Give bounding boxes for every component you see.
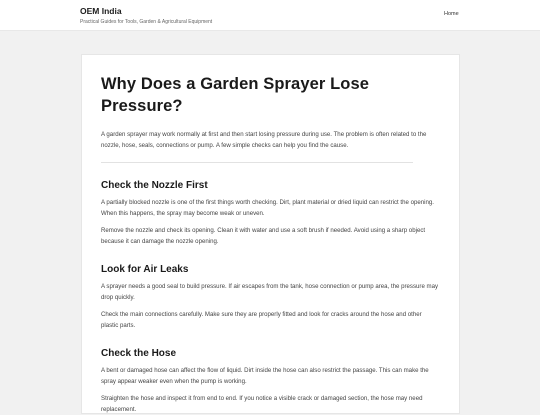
site-title-link[interactable]: OEM India [80,6,122,16]
section-paragraph: Remove the nozzle and check its opening. Clean it with water and use a soft brush if needed. Avoid using a sharp object because it can damage the nozzle opening. [101,227,426,245]
section-paragraph: A sprayer needs a good seal to build pressure. If air escapes from the tank, hose connection or pump area, the pressure may drop quickly. [101,283,439,301]
article-card [81,54,460,414]
section-paragraph: Straighten the hose and inspect it from end to end. If you notice a visible crack or damaged section, the hose may need replacement. [101,395,423,413]
section-heading-hose: Check the Hose [101,348,177,359]
section-paragraph: A partially blocked nozzle is one of the first things worth checking. Dirt, plant material or dried liquid can restrict the opening. When this happens, the spray may become weak or uneven. [101,199,434,217]
section-heading-air-leaks: Look for Air Leaks [101,264,189,275]
section-paragraph: A bent or damaged hose can affect the flow of liquid. Dirt inside the hose can also restrict the passage. This can make the spray appear weaker even when the pump is working. [101,367,429,385]
intro-divider [101,162,413,163]
section-heading-nozzle: Check the Nozzle First [101,180,208,191]
site-header [0,0,540,31]
site-tagline: Practical Guides for Tools, Garden & Agricultural Equipment [80,19,213,25]
article-title: Why Does a Garden Sprayer Lose Pressure? [101,75,370,115]
article-intro: A garden sprayer may work normally at first and then start losing pressure during use. The problem is often related to the nozzle, hose, seals, connections or pump. A few simple checks can help you find the cause. [101,131,427,149]
section-paragraph: Check the main connections carefully. Make sure they are properly fitted and look for cracks around the hose and other plastic parts. [101,311,422,329]
nav-home-link[interactable]: Home [444,11,459,17]
